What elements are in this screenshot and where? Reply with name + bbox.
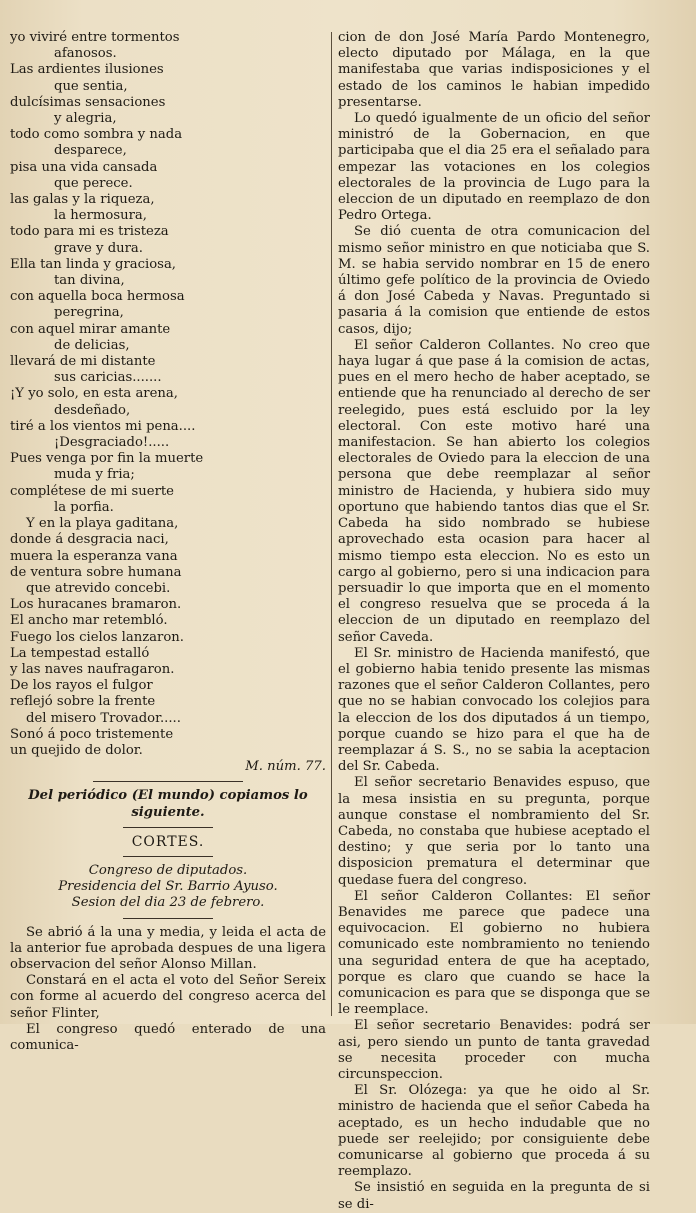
paragraph: Constará en el acta el voto del Señor Sereix con forme al acuerdo del congreso acerca del señor Flinter, — [10, 973, 326, 1021]
poem-line: tan divina, — [54, 273, 125, 289]
paragraph: Se dió cuenta de otra comunicacion del mismo señor ministro en que noticiaba que S. M. se habia servido nombrar en 15 de enero último gefe político de la provincia de Oviedo á don José Cabeda y Navas. Preguntado si pasaria á la comision que entiende de estos casos, dijo; — [338, 224, 650, 337]
poem-line: muda y fria; — [54, 467, 135, 483]
session-line: Presidencia del Sr. Barrio Ayuso. — [58, 879, 278, 895]
poem-line: yo viviré entre tormentos — [10, 30, 180, 45]
poem-line: Fuego los cielos lanzaron. — [10, 629, 184, 645]
poem-last-line-row — [10, 759, 326, 775]
poem-line: donde á desgracia naci, — [10, 532, 169, 548]
poem-line: reflejó sobre la frente — [10, 694, 156, 710]
session-line: Sesion del dia 23 de febrero. — [71, 895, 265, 911]
poem-line: y alegria, — [54, 111, 117, 127]
poem-line: Sonó á poco tristemente — [10, 726, 174, 742]
paragraph: El Sr. Olózega: ya que he oido al Sr. ministro de hacienda que el señor Cabeda ha aceptado, es un hecho indudable que no puede ser reelejido; por consiguiente debe comunicarse al gobierno que proceda á su reemplazo. — [338, 1083, 650, 1180]
paragraph: Se abrió á la una y media, y leida el acta de la anterior fue aprobada despues de una ligera observacion del señor Alonso Millan. — [10, 924, 326, 972]
paragraph: El señor Calderon Collantes. No creo que haya lugar á que pase á la comision de actas, pues en el mero hecho de haber aceptado, se entiende que ha renunciado al derecho de ser reelegido, pues está escluido por la ley electoral. Con este motivo haré una manifestacion. Se han abierto los colegios electorales de Oviedo para la eleccion de una persona que debe reemplazar al señor ministro de Hacienda, y hubiera sido muy oportuno que habiendo tantos dias que el Sr. Cabeda ha sido nombrado se hubiese aprovechado esta ocasion para hacer al mismo tiempo esta eleccion. No es esto un cargo al gobierno, pero si una indicacion para persuadir lo que importa que en el momento el congreso resuelva que se proceda á la eleccion de un diputado en reemplazo del señor Caveda. — [338, 337, 650, 645]
poem-line: desparece, — [54, 143, 127, 159]
divider — [123, 856, 213, 857]
section-title: CORTES. — [131, 833, 205, 850]
paragraph: Lo quedó igualmente de un oficio del señor ministró de la Gobernacion, en que participaba que el dia 25 era el señalado para empezar las votaciones en los colegios electorales de la provincia de Lugo para la eleccion de un diputado en reemplazo de don Pedro Ortega. — [338, 111, 650, 224]
paragraph: El señor Calderon Collantes: El señor Benavides me parece que padece una equivocacion. El gobierno no hubiera comunicado este nombramiento no teniendo una seguridad entera de que ha aceptado, porque es claro que cuando se hace la comunicacion es para que se disponga que se le reemplace. — [338, 888, 650, 1018]
poem-line: la hermosura, — [54, 208, 147, 224]
poem-line: de ventura sobre humana — [10, 564, 182, 580]
poem-line: peregrina, — [54, 305, 124, 321]
poem-line: Las ardientes ilusiones — [10, 62, 164, 78]
session-line: Congreso de diputados. — [88, 862, 248, 878]
poem-line: un quejido de dolor. — [10, 742, 143, 758]
paragraph: El Sr. ministro de Hacienda manifestó, que el gobierno habia tenido presente las mismas razones que el señor Calderon Collantes, pero que no se habian convocado los colejios para la eleccion de los dos diputados á un tiempo, porque cuando se hizo para el que ha de reemplazar á S. S., no se sabia la aceptacion del Sr. Cabeda. — [338, 645, 650, 775]
poem-line: y las naves naufragaron. — [10, 661, 175, 677]
poem-line: las galas y la riqueza, — [10, 192, 155, 208]
poem-line: De los rayos el fulgor — [10, 678, 153, 694]
divider — [93, 781, 243, 782]
poem-line: Ella tan linda y graciosa, — [10, 256, 177, 272]
poem-line: afanosos. — [54, 46, 117, 62]
poem — [10, 30, 326, 775]
periodical-note: Del periódico (El mundo) copiamos lo siguiente. — [28, 788, 308, 820]
poem-line: desdeñado, — [54, 402, 131, 418]
paragraph: El señor secretario Benavides: podrá ser asi, pero siendo un punto de tanta gravedad se necesita proceder con mucha circunspeccion. — [338, 1018, 650, 1082]
poem-line: El ancho mar retembló. — [10, 613, 168, 629]
poem-line: que sentia, — [54, 78, 128, 94]
right-column — [338, 30, 650, 1212]
poem-line: tiré a los vientos mi pena.... — [10, 418, 196, 434]
poem-line: sus caricias....... — [54, 370, 162, 386]
paragraph: Se insistió en seguida en la pregunta de si se di- — [338, 1180, 650, 1212]
poem-line: grave y dura. — [54, 240, 143, 256]
poem-line: que perece. — [54, 175, 133, 191]
left-column — [10, 30, 326, 1053]
paragraph: El señor secretario Benavides espuso, que la mesa insistia en su pregunta, porque aunque constase el nombramiento del Sr. Cabeda, no constaba que hubiese aceptado el destino; y que seria por lo tanto una disposicion prematura el determinar que quedase fuera del congreso. — [338, 775, 650, 888]
poem-line: pisa una vida cansada — [10, 159, 158, 175]
poem-line: llevará de mi distante — [10, 354, 156, 370]
poem-line: complétese de mi suerte — [10, 483, 174, 499]
poem-line: ¡Y yo solo, en esta arena, — [10, 386, 178, 402]
poem-line: con aquella boca hermosa — [10, 289, 185, 305]
poem-line: Los huracanes bramaron. — [10, 597, 182, 613]
divider — [123, 827, 213, 828]
poem-line: Y en la playa gaditana, — [26, 516, 179, 532]
poem-line: todo como sombra y nada — [10, 127, 183, 143]
poem-line: de delicias, — [54, 337, 130, 353]
paragraph: El congreso quedó enterado de una comunica- — [10, 1021, 326, 1053]
poem-line: todo para mi es tristeza — [10, 224, 169, 240]
poem-line: ¡Desgraciado!..... — [54, 435, 170, 451]
column-rule — [331, 32, 332, 1016]
poem-line: muera la esperanza vana — [10, 548, 178, 564]
poem-line: la porfia. — [54, 499, 114, 515]
poem-line: La tempestad estalló — [10, 645, 150, 661]
poem-line: que atrevido concebi. — [26, 580, 171, 596]
divider — [123, 918, 213, 919]
poem-signature: M. núm. 77. — [245, 759, 326, 775]
poem-line: con aquel mirar amante — [10, 321, 171, 337]
poem-line: dulcísimas sensaciones — [10, 94, 166, 110]
paragraph: cion de don José María Pardo Montenegro, electo diputado por Málaga, en la que manifestaba que varias indisposiciones y el estado de los caminos le habian impedido presentarse. — [338, 30, 650, 110]
poem-line: Pues venga por fin la muerte — [10, 451, 204, 467]
poem-line: del misero Trovador..... — [26, 710, 181, 726]
